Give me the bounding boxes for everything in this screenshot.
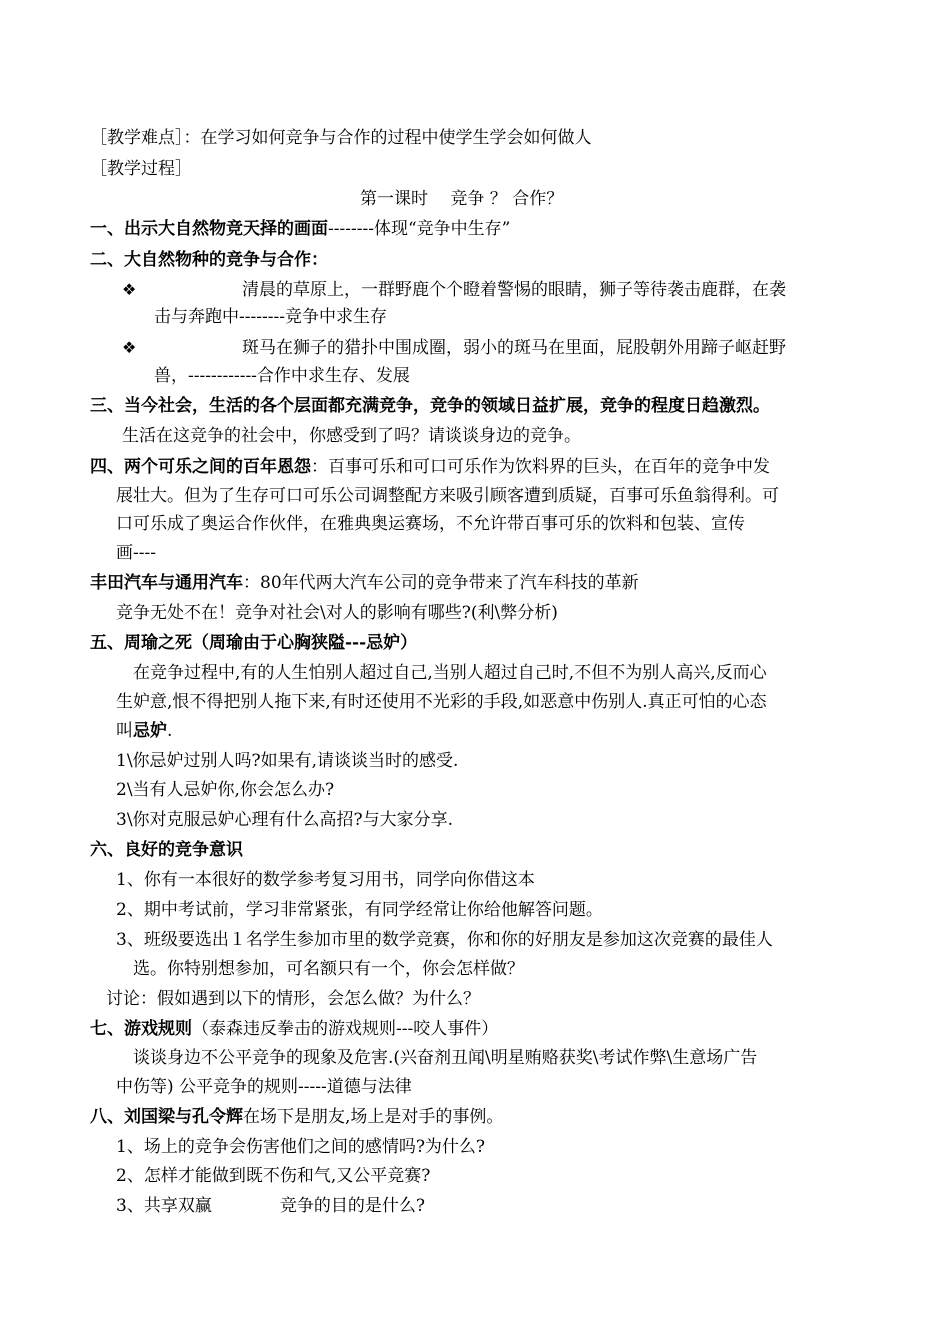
section-5-line-2: 生妒意,恨不得把别人拖下来,有时还使用不光彩的手段,如恶意中伤别人.真正可怕的心态 [116, 692, 767, 712]
section-4-line-1-tail: ：百事可乐和可口可乐作为饮料界的巨头，在百年的竞争中发 [311, 457, 770, 477]
toyota-gm-tail: ：80年代两大汽车公司的竞争带来了汽车科技的革新 [243, 573, 639, 593]
section-3-line-1: 生活在这竞争的社会中，你感受到了吗？请谈谈身边的竞争。 [122, 426, 581, 446]
section-7-line-2: 中伤等) 公平竞争的规则-----道德与法律 [116, 1077, 412, 1097]
section-6-item-2: 2、期中考试前，学习非常紧张，有同学经常让你给他解答问题。 [116, 900, 603, 920]
section-7-heading-tail: （泰森违反拳击的游戏规则---咬人事件） [192, 1019, 499, 1039]
section-4-line-2: 展壮大。但为了生存可口可乐公司调整配方来吸引顾客遭到质疑，百事可乐鱼翁得利。可 [116, 486, 779, 506]
toyota-gm-heading: 丰田汽车与通用汽车 [90, 573, 243, 593]
section-5-line-3-prefix: 叫 [116, 721, 133, 741]
jealousy-keyword: 忌妒 [133, 721, 167, 741]
section-2-bullet-1-line-1: 清晨的草原上，一群野鹿个个瞪着警惕的眼睛，狮子等待袭击鹿群，在袭 [242, 280, 786, 300]
section-6-heading: 六、良好的竞争意识 [90, 840, 243, 860]
diamond-bullet-icon: ❖ [122, 338, 137, 357]
section-5-line-1: 在竞争过程中,有的人生怕别人超过自己,当别人超过自己时,不但不为别人高兴,反而心 [133, 663, 767, 683]
lesson-title: 第一课时 竞争 ？ 合作？ [360, 189, 564, 209]
section-2-bullet-2-line-1: 斑马在狮子的猎扑中围成圈，弱小的斑马在里面，屁股朝外用蹄子岖赶野 [242, 338, 786, 358]
section-1 [90, 219, 510, 239]
section-4-line-3: 口可乐成了奥运合作伙伴，在雅典奥运赛场，不允许带百事可乐的饮料和包装、宣传 [116, 514, 745, 534]
section-8-question-1: 1、场上的竞争会伤害他们之间的感情吗?为什么? [116, 1137, 486, 1157]
section-2-bullet-2-line-2: 兽，------------合作中求生存、发展 [154, 366, 410, 386]
section-5-line-3-suffix: . [167, 721, 173, 741]
section-5-question-3: 3\你对克服忌妒心理有什么高招?与大家分享. [116, 810, 454, 830]
section-2-heading: 二、大自然物种的竞争与合作： [90, 250, 328, 270]
section-7-heading: 七、游戏规则 [90, 1019, 192, 1039]
section-5-line-3 [116, 721, 172, 741]
section-1-tail: --------体现“竞争中生存” [328, 219, 511, 239]
section-7-heading-line [90, 1019, 498, 1039]
section-2-bullet-1-line-2: 击与奔跑中--------竞争中求生存 [154, 307, 387, 327]
section-6-item-1: 1、你有一本很好的数学参考复习用书，同学向你借这本 [116, 870, 535, 890]
section-3-heading: 三、当今社会，生活的各个层面都充满竞争，竞争的领域日益扩展，竞争的程度日趋激烈。 [90, 396, 770, 416]
section-8-question-3: 3、共享双赢 竞争的目的是什么? [116, 1196, 425, 1216]
section-4-line-1 [90, 457, 770, 477]
section-8-heading-line [90, 1107, 503, 1127]
teaching-process-label: ［教学过程］ [90, 159, 192, 179]
teaching-difficulty: ［教学难点］：在学习如何竞争与合作的过程中使学生学会如何做人 [90, 128, 592, 148]
section-8-heading: 八、刘国梁与孔令辉 [90, 1107, 243, 1127]
section-6-discussion: 讨论：假如遇到以下的情形，会怎么做？为什么？ [106, 989, 480, 1009]
section-1-heading: 一、出示大自然物竞天择的画面 [90, 219, 328, 239]
toyota-gm-line [90, 573, 639, 593]
section-6-item-3-line-2: 选。你特别想参加，可名额只有一个，你会怎样做？ [133, 959, 524, 979]
section-5-question-2: 2\当有人忌妒你,你会怎么办? [116, 780, 335, 800]
section-5-heading: 五、周瑜之死（周瑜由于心胸狭隘---忌妒） [90, 633, 418, 653]
section-4-heading: 四、两个可乐之间的百年恩怨 [90, 457, 311, 477]
section-8-heading-tail: 在场下是朋友,场上是对手的事例。 [243, 1107, 504, 1127]
section-8-question-2: 2、怎样才能做到既不伤和气,又公平竞赛? [116, 1166, 431, 1186]
section-4-line-4: 画---- [116, 543, 156, 563]
section-4-line-6: 竞争无处不在！竞争对社会\对人的影响有哪些?(利\弊分析) [116, 603, 558, 623]
section-7-line-1: 谈谈身边不公平竞争的现象及危害.(兴奋剂丑闻\明星贿赂获奖\考试作弊\生意场广告 [133, 1048, 758, 1068]
diamond-bullet-icon: ❖ [122, 280, 137, 299]
section-6-item-3-line-1: 3、班级要选出１名学生参加市里的数学竞赛，你和你的好朋友是参加这次竞赛的最佳人 [116, 930, 773, 950]
section-5-question-1: 1\你忌妒过别人吗?如果有,请谈谈当时的感受. [116, 751, 459, 771]
